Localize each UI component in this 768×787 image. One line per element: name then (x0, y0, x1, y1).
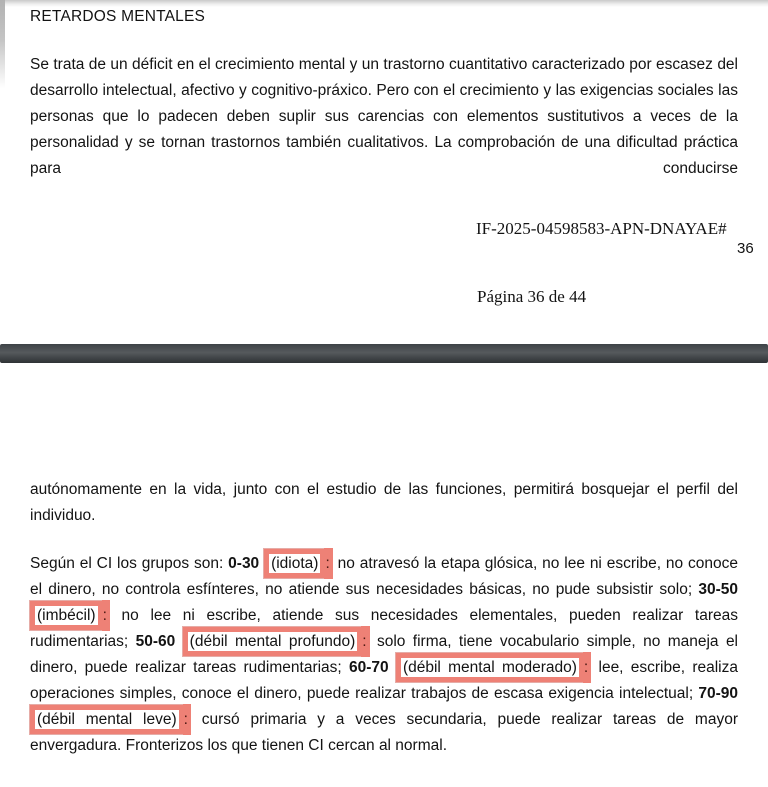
highlight-colon: : (324, 548, 332, 579)
highlight-colon: : (583, 652, 591, 683)
ci-range: 30-50 (698, 581, 738, 598)
highlight-colon: : (102, 600, 110, 631)
text-segment: no atravesó la etapa glósica, no lee ni escribe, no conoce el dinero, no controla esfínteres, no atiende sus necesidades básicas, no pude subsistir solo; (30, 555, 739, 598)
gde-stamp-code: IF-2025-04598583-APN-DNAYAE# (476, 219, 727, 238)
paragraph-ci-groups (30, 551, 738, 759)
highlighted-term: (débil mental leve) (30, 705, 184, 734)
page-separator-bar (0, 344, 768, 363)
top-edge-shadow (0, 0, 768, 7)
text-segment: no lee ni escribe, atiende sus necesidades elementales, pueden realizar tareas rudimentarias; (30, 607, 738, 650)
text-segment: Según el CI los grupos son: (30, 555, 229, 572)
highlighted-term: (débil mental moderado) (396, 653, 584, 682)
text-segment: cursó primaria y a veces secundaria, puede realizar tareas de mayor envergadura. Fronterizos los que tienen CI cercan al normal. (30, 711, 738, 754)
highlight-colon: : (361, 626, 369, 657)
ci-range: 50-60 (135, 633, 176, 650)
paragraph-intro: autónomamente en la vida, junto con el estudio de las funciones, permitirá bosquejar el perfil del individuo. (30, 481, 738, 524)
left-edge-shadow (0, 0, 5, 88)
text-segment: solo firma, tiene vocabulario simple, no maneja el dinero, puede realizar tareas rudimentarias; (30, 633, 739, 676)
ci-range: 0-30 (228, 555, 260, 572)
text-segment: lee, escribe, realiza operaciones simples, conoce el dinero, puede realizar trabajos de escasa exigencia intelectual; (30, 659, 738, 702)
highlight-colon: : (183, 704, 191, 735)
highlighted-term: (idiota) (264, 549, 325, 578)
highlighted-term: (imbécil) (30, 601, 103, 630)
ci-range: 60-70 (349, 659, 389, 676)
section-heading: RETARDOS MENTALES (30, 8, 206, 25)
page-number-label: Página 36 de 44 (477, 287, 587, 306)
text-segment (389, 659, 396, 676)
paragraph-definition: Se trata de un déficit en el crecimiento mental y un trastorno cuantitativo caracterizado por escasez del desarrollo intelectual, afectivo y cognitivo-práxico. Pero con el crecimiento y las exigencias sociales las personas que lo padecen deben suplir sus carencias con elementos sustitutivos a veces de la personalidad y se tornan trastornos también cualitativos. La comprobación de una dificultad práctica para conducirse (30, 56, 738, 177)
gde-stamp-page-number: 36 (737, 240, 754, 257)
text-segment (175, 633, 182, 650)
highlighted-term: (débil mental profundo) (183, 627, 363, 656)
ci-range: 70-90 (698, 685, 738, 702)
